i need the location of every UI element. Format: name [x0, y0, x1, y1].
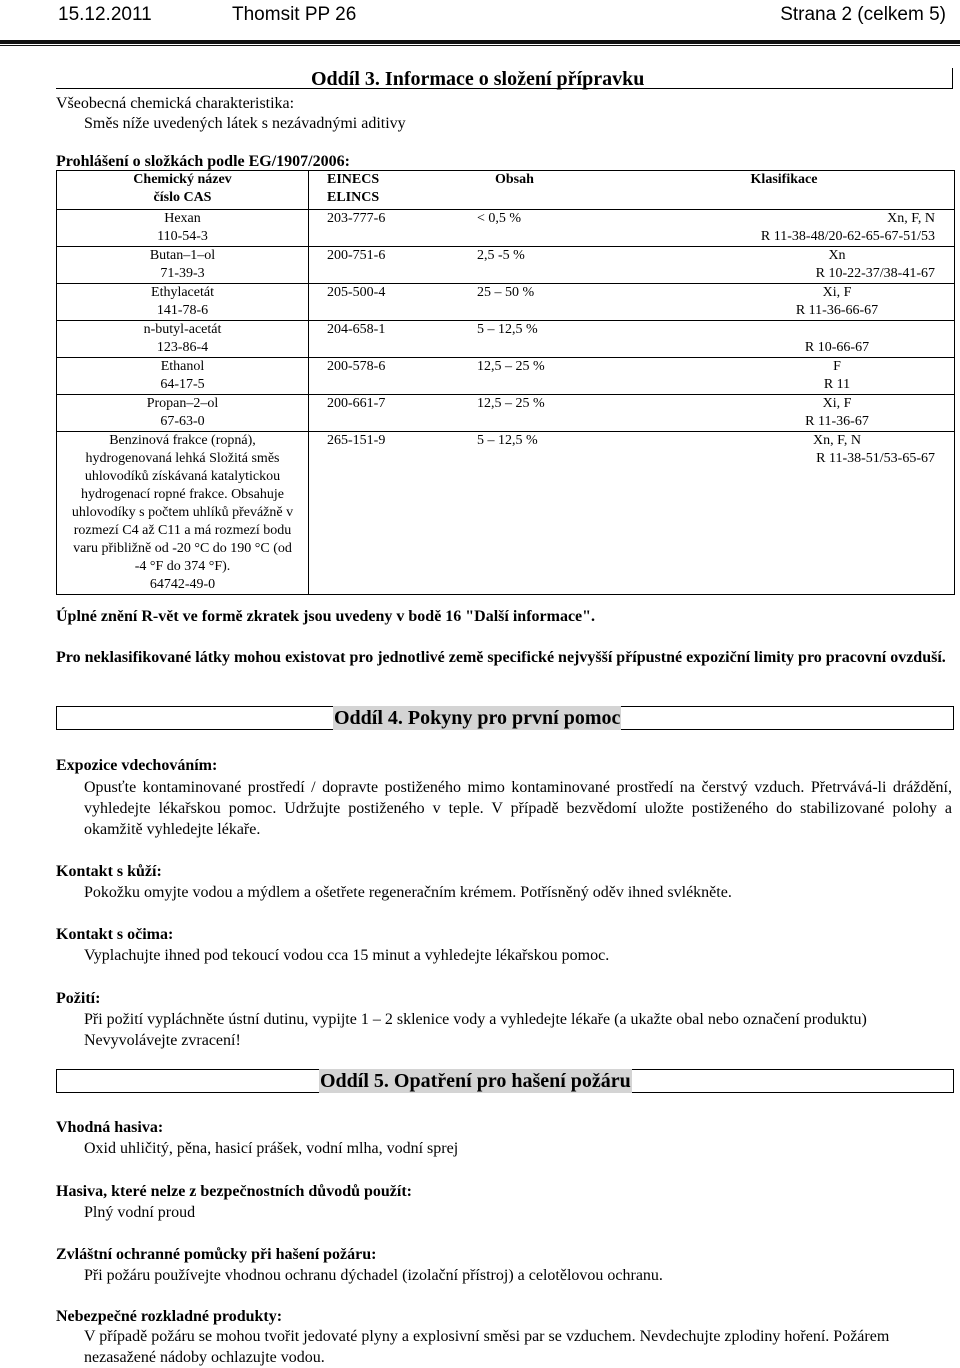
row-name-line: rozmezí C4 až C11 a má rozmezí bodu	[73, 523, 292, 538]
table-row	[57, 284, 955, 321]
header-rule	[0, 40, 960, 44]
section4-title: Oddíl 4. Pokyny pro první pomoc	[334, 707, 621, 729]
row-values	[309, 321, 955, 358]
general-characteristics-text: Směs níže uvedených látek s nezávadnými aditivy	[84, 115, 406, 132]
row-name-line: hydrogenací ropné frakce. Obsahuje	[81, 487, 284, 502]
section4-title-box	[56, 706, 954, 730]
eye-contact-label: Kontakt s očima:	[56, 926, 174, 943]
row-einecs: 200-751-6	[327, 248, 386, 263]
row-class-r: R 11-36-67	[805, 414, 869, 429]
row-name-line: hydrogenovaná lehká Složitá směs	[85, 451, 280, 466]
row-classification	[639, 284, 935, 320]
row-name-line: Propan–2–ol	[146, 396, 219, 411]
row-einecs: 203-777-6	[327, 211, 386, 226]
r-phrases-note: Úplné znění R-vět ve formě zkratek jsou uvedeny v bodě 16 "Další informace".	[56, 608, 596, 625]
row-name	[57, 432, 309, 595]
header-classification: Klasifikace	[750, 172, 818, 187]
unsuitable-extinguishers-label: Hasiva, které nelze z bezpečnostních důvodů použít:	[56, 1183, 412, 1200]
table-row	[57, 321, 955, 358]
row-name	[57, 358, 309, 395]
protective-equipment-text: Při požáru používejte vhodnou ochranu dýchadel (izolační přístroj) a celotělovou ochranu.	[84, 1267, 663, 1284]
row-einecs: 265-151-9	[327, 433, 386, 448]
section3-title-box	[56, 68, 953, 89]
row-content: 2,5 -5 %	[477, 248, 525, 263]
skin-contact-label: Kontakt s kůží:	[56, 863, 162, 880]
row-class-r: R 11-38-48/20-62-65-67-51/53	[760, 229, 935, 244]
row-values	[309, 358, 955, 395]
table-header-row	[57, 171, 955, 210]
row-name-line: uhlovodíků získávaná katalytickou	[84, 469, 281, 484]
exposure-limits-note: Pro neklasifikované látky mohou existovat pro jednotlivé země specifické nejvyšší přípustné expoziční limity pro pracovní ovzduší.	[56, 649, 946, 666]
row-values	[309, 247, 955, 284]
decomposition-products-text: V případě požáru se mohou tvořit jedovaté plyny a explosivní směsi par se vzduchem. Nevdechujte zplodiny hoření. Požárem nezasažené nádoby ochlazujte vodou.	[84, 1328, 890, 1366]
row-name-line: -4 °F do 374 °F).	[134, 559, 231, 574]
row-cas: 67-63-0	[160, 414, 205, 429]
decomposition-products-label: Nebezpečné rozkladné produkty:	[56, 1308, 283, 1325]
row-values	[309, 395, 955, 432]
row-name-line: Ethylacetát	[151, 285, 214, 300]
row-content: < 0,5 %	[477, 211, 522, 226]
row-content: 12,5 – 25 %	[477, 396, 545, 411]
row-einecs: 200-661-7	[327, 396, 386, 411]
header-einecs-line2: ELINCS	[327, 190, 380, 205]
row-classification	[639, 321, 935, 357]
suitable-extinguishers-label: Vhodná hasiva:	[56, 1119, 164, 1136]
table-row	[57, 358, 955, 395]
header-content: Obsah	[495, 172, 534, 187]
row-cas: 71-39-3	[160, 266, 205, 281]
row-name-line: Ethanol	[160, 359, 205, 374]
row-classification	[639, 247, 935, 283]
row-name	[57, 321, 309, 358]
table-row	[57, 395, 955, 432]
section5-title-box	[56, 1069, 954, 1093]
table-row	[57, 247, 955, 284]
header-name-line2: číslo CAS	[153, 190, 212, 205]
row-name-line: varu přibližně od -20 °C do 190 °C (od	[73, 541, 292, 556]
row-classification	[639, 432, 935, 468]
row-class-symbols: Xi, F	[822, 285, 852, 300]
header-einecs	[327, 171, 447, 207]
row-content: 25 – 50 %	[477, 285, 535, 300]
header-page-number: Strana 2 (celkem 5)	[780, 4, 946, 25]
suitable-extinguishers-text: Oxid uhličitý, pěna, hasicí prášek, vodní mlha, vodní sprej	[84, 1140, 459, 1157]
inhalation-text: Opusťte kontaminované prostředí / dopravte postiženého mimo kontaminované prostředí na čerstvý vzduch. Přetrvává-li dráždění, vyhledejte lékařskou pomoc. Udržujte postiženého v teple. V případě bezvědomí uložte postiženého do stabilizované polohy a okamžitě vyhledejte lékaře.	[84, 779, 952, 838]
ingestion-text: Při požití vypláchněte ústní dutinu, vypijte 1 – 2 sklenice vody a vyhledejte lékaře (a ukažte obal nebo označení produktu) Nevyvolávejte zvracení!	[84, 1011, 867, 1049]
row-class-r: R 11-36-66-67	[795, 303, 879, 318]
row-name	[57, 395, 309, 432]
row-class-r: R 11-38-51/53-65-67	[816, 451, 935, 466]
page-header	[0, 0, 960, 40]
row-class-r: R 11	[823, 377, 851, 392]
row-class-symbols: F	[833, 359, 841, 374]
unsuitable-extinguishers-text: Plný vodní proud	[84, 1204, 196, 1221]
row-classification	[639, 210, 935, 246]
eye-contact-text: Vyplachujte ihned pod tekoucí vodou cca 15 minut a vyhledejte lékařskou pomoc.	[84, 947, 610, 964]
header-name-line1: Chemický název	[133, 172, 232, 187]
declaration-label: Prohlášení o složkách podle EG/1907/2006:	[56, 153, 350, 170]
row-name	[57, 247, 309, 284]
table-row	[57, 210, 955, 247]
table-row	[57, 432, 955, 595]
row-cas: 64742-49-0	[149, 577, 216, 592]
row-einecs: 204-658-1	[327, 322, 386, 337]
row-class-symbols: Xn	[828, 248, 846, 263]
row-classification	[639, 395, 935, 431]
protective-equipment-label: Zvláštní ochranné pomůcky při hašení požáru:	[56, 1246, 377, 1263]
row-values	[309, 210, 955, 247]
row-class-r: R 10-22-37/38-41-67	[815, 266, 935, 281]
row-values	[309, 284, 955, 321]
row-name-line: Butan–1–ol	[149, 248, 216, 263]
general-characteristics-label: Všeobecná chemická charakteristika:	[56, 95, 295, 112]
header-einecs-line1: EINECS	[327, 172, 380, 187]
row-name-line: Benzinová frakce (ropná),	[109, 433, 256, 448]
row-cas: 123-86-4	[156, 340, 209, 355]
row-name	[57, 284, 309, 321]
row-content: 5 – 12,5 %	[477, 433, 538, 448]
inhalation-label: Expozice vdechováním:	[56, 757, 218, 774]
header-right-cell	[309, 171, 955, 210]
header-rule-thin	[0, 45, 960, 46]
row-values	[309, 432, 955, 595]
row-cas: 110-54-3	[157, 229, 208, 244]
row-name-line: n-butyl-acetát	[143, 322, 222, 337]
header-chemical-name	[57, 171, 309, 210]
row-class-r: R 10-66-67	[804, 340, 870, 355]
section3-title: Oddíl 3. Informace o složení přípravku	[311, 68, 645, 90]
row-class-symbols: Xn, F, N	[813, 433, 861, 448]
row-name-line: uhlovodíky s počtem uhlíků převážně v	[71, 505, 294, 520]
row-content: 5 – 12,5 %	[477, 322, 538, 337]
row-class-symbols	[639, 321, 935, 339]
skin-contact-text: Pokožku omyjte vodou a mýdlem a ošetřete regeneračním krémem. Potřísněný oděv ihned svlékněte.	[84, 884, 732, 901]
section5-title: Oddíl 5. Opatření pro hašení požáru	[320, 1070, 631, 1092]
composition-table	[56, 170, 955, 595]
row-einecs: 205-500-4	[327, 285, 386, 300]
row-classification	[639, 358, 935, 394]
row-content: 12,5 – 25 %	[477, 359, 545, 374]
row-name	[57, 210, 309, 247]
row-name-line: Hexan	[164, 211, 201, 226]
row-einecs: 200-578-6	[327, 359, 386, 374]
row-class-symbols: Xn, F, N	[887, 211, 935, 226]
header-date: 15.12.2011	[58, 4, 152, 25]
row-cas: 64-17-5	[160, 377, 205, 392]
row-class-symbols: Xi, F	[822, 396, 852, 411]
header-product: Thomsit PP 26	[232, 4, 357, 25]
row-cas: 141-78-6	[156, 303, 209, 318]
ingestion-label: Požití:	[56, 990, 101, 1007]
